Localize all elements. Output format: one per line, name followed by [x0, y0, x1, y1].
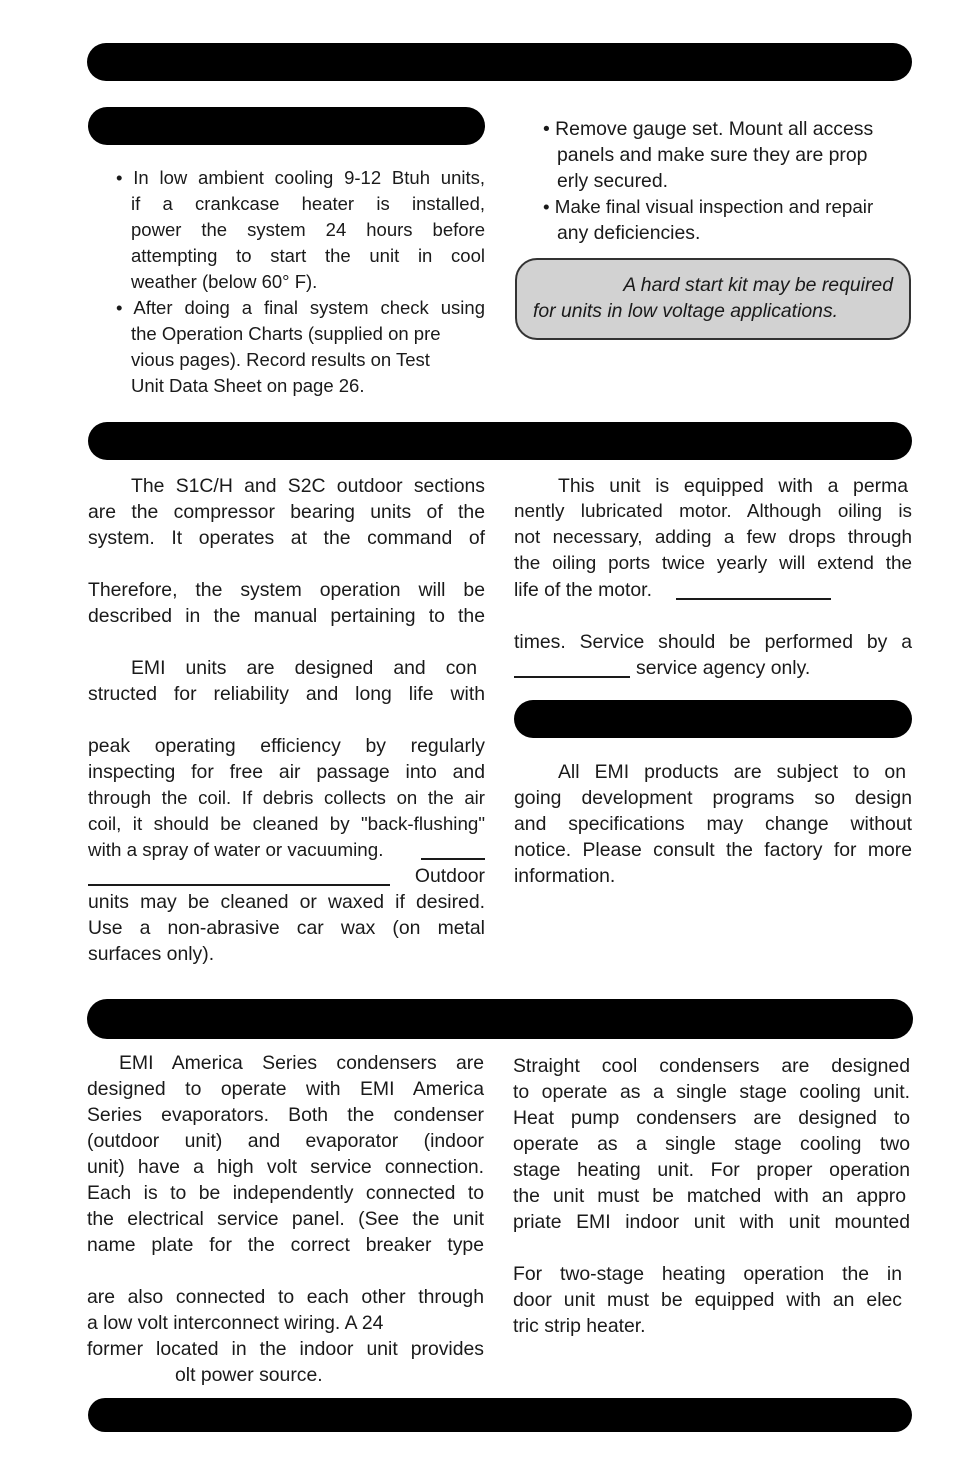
text-line: notice. Please consult the factory for more	[514, 839, 912, 861]
notice-text	[514, 759, 912, 889]
text-line: peak operating efficiency by regularly	[88, 735, 485, 757]
text-line: life of the motor.	[514, 579, 652, 601]
text-line: nently lubricated motor. Although oiling is	[514, 501, 912, 522]
text-line: EMI America Series condensers are	[119, 1052, 484, 1074]
text-line: and specifications may change without	[514, 813, 912, 835]
bullet-line: weather (below 60° F).	[131, 271, 318, 292]
bottom-footer-bar	[88, 1398, 912, 1432]
text-line: unit) have a high volt service connection.	[87, 1156, 484, 1178]
bullet-line: attempting to start the unit in cool	[131, 245, 485, 266]
text-line: service agency only.	[636, 657, 811, 679]
text-line: times. Service should be performed by a	[514, 631, 912, 653]
text-line: going development programs so design	[514, 787, 912, 809]
bullet-line: vious pages). Record results on Test	[131, 349, 430, 370]
text-line: Series evaporators. Both the condenser	[87, 1104, 484, 1126]
text-line: tric strip heater.	[513, 1315, 646, 1337]
text-line: name plate for the correct breaker type	[87, 1234, 484, 1256]
blank-underline	[514, 676, 630, 678]
hard-start-note	[515, 258, 911, 340]
bullet-line: erly secured.	[557, 170, 669, 192]
section-bar-left	[88, 107, 485, 145]
text-line: designed to operate with EMI America	[87, 1078, 484, 1100]
text-line: priate EMI indoor unit with unit mounted	[513, 1211, 910, 1233]
text-line: with a spray of water or vacuuming.	[88, 839, 384, 860]
electrical-text-left	[87, 1050, 484, 1388]
bullet-line: the Operation Charts (supplied on pre	[131, 323, 441, 344]
text-line: units may be cleaned or waxed if desired.	[88, 891, 485, 913]
text-line: Straight cool condensers are designed	[513, 1055, 910, 1077]
text-line: All EMI products are subject to on	[558, 761, 906, 783]
bullet-visual-inspection	[543, 194, 912, 246]
bullet-line: • Remove gauge set. Mount all access	[543, 118, 874, 140]
top-header-bar	[87, 43, 912, 81]
blank-underline	[421, 858, 485, 860]
section-bar-electrical	[87, 999, 913, 1039]
blank-underline	[676, 598, 831, 600]
text-line: Each is to be independently connected to	[87, 1182, 484, 1204]
bullet-remove-gauge	[543, 116, 912, 194]
bullet-line: power the system 24 hours before	[131, 219, 485, 240]
text-line: EMI units are designed and con	[131, 657, 477, 679]
bullet-line: • In low ambient cooling 9-12 Btuh units,	[116, 167, 485, 188]
bullet-line: • Make final visual inspection and repair	[543, 196, 874, 217]
text-line: olt power source.	[175, 1364, 323, 1386]
bullet-line: any deficiencies.	[557, 222, 701, 244]
bullet-line: Unit Data Sheet on page 26.	[131, 375, 365, 396]
text-line: Therefore, the system operation will be	[88, 579, 485, 601]
text-line: inspecting for free air passage into and	[88, 761, 485, 783]
section-bar-maintenance	[88, 422, 912, 460]
bullet-final-check	[116, 295, 485, 399]
startup-bullets-left	[116, 165, 485, 399]
text-line: to operate as a single stage cooling unit.	[513, 1081, 910, 1103]
text-line: This unit is equipped with a perma	[558, 475, 908, 497]
bullet-crankcase	[116, 165, 485, 295]
text-line: Outdoor	[414, 865, 485, 887]
text-line: a low volt interconnect wiring. A 24	[87, 1312, 384, 1334]
text-line: Use a non-abrasive car wax (on metal	[88, 917, 485, 939]
text-line: For two-stage heating operation the in	[513, 1263, 902, 1285]
text-line: structed for reliability and long life with	[88, 683, 485, 705]
note-line: for units in low voltage applications.	[533, 300, 839, 322]
text-line: are the compressor bearing units of the	[88, 501, 485, 523]
text-line: the unit must be matched with an appro	[513, 1185, 906, 1207]
maintenance-text-right	[514, 473, 912, 681]
text-line: information.	[514, 865, 616, 887]
text-line: stage heating unit. For proper operation	[513, 1159, 910, 1181]
text-line: (outdoor unit) and evaporator (indoor	[87, 1130, 484, 1152]
text-line: through the coil. If debris collects on the air	[88, 787, 485, 808]
text-line: Heat pump condensers are designed to	[513, 1107, 910, 1129]
bullet-line: if a crankcase heater is installed,	[131, 193, 485, 214]
electrical-text-right	[513, 1053, 910, 1339]
text-line: surfaces only).	[88, 943, 215, 965]
maintenance-text-left	[88, 473, 485, 967]
text-line: coil, it should be cleaned by "back-flushing"	[88, 813, 485, 834]
bullet-line: panels and make sure they are prop	[557, 144, 868, 166]
startup-bullets-right	[543, 116, 912, 246]
text-line: not necessary, adding a few drops through	[514, 527, 912, 548]
blank-underline	[88, 884, 390, 886]
text-line: described in the manual pertaining to the	[88, 605, 485, 627]
text-line: the oiling ports twice yearly will extend the	[514, 553, 912, 574]
text-line: are also connected to each other through	[87, 1286, 484, 1308]
text-line: former located in the indoor unit provides	[87, 1338, 484, 1360]
note-line: A hard start kit may be required	[623, 274, 893, 296]
text-line: system. It operates at the command of	[88, 527, 485, 549]
text-line: operate as a single stage cooling two	[513, 1133, 910, 1155]
section-bar-notice	[514, 700, 912, 738]
text-line: door unit must be equipped with an elec	[513, 1289, 902, 1311]
bullet-line: • After doing a final system check using	[116, 297, 485, 318]
text-line: the electrical service panel. (See the unit	[87, 1208, 484, 1230]
text-line: The S1C/H and S2C outdoor sections	[131, 475, 485, 497]
